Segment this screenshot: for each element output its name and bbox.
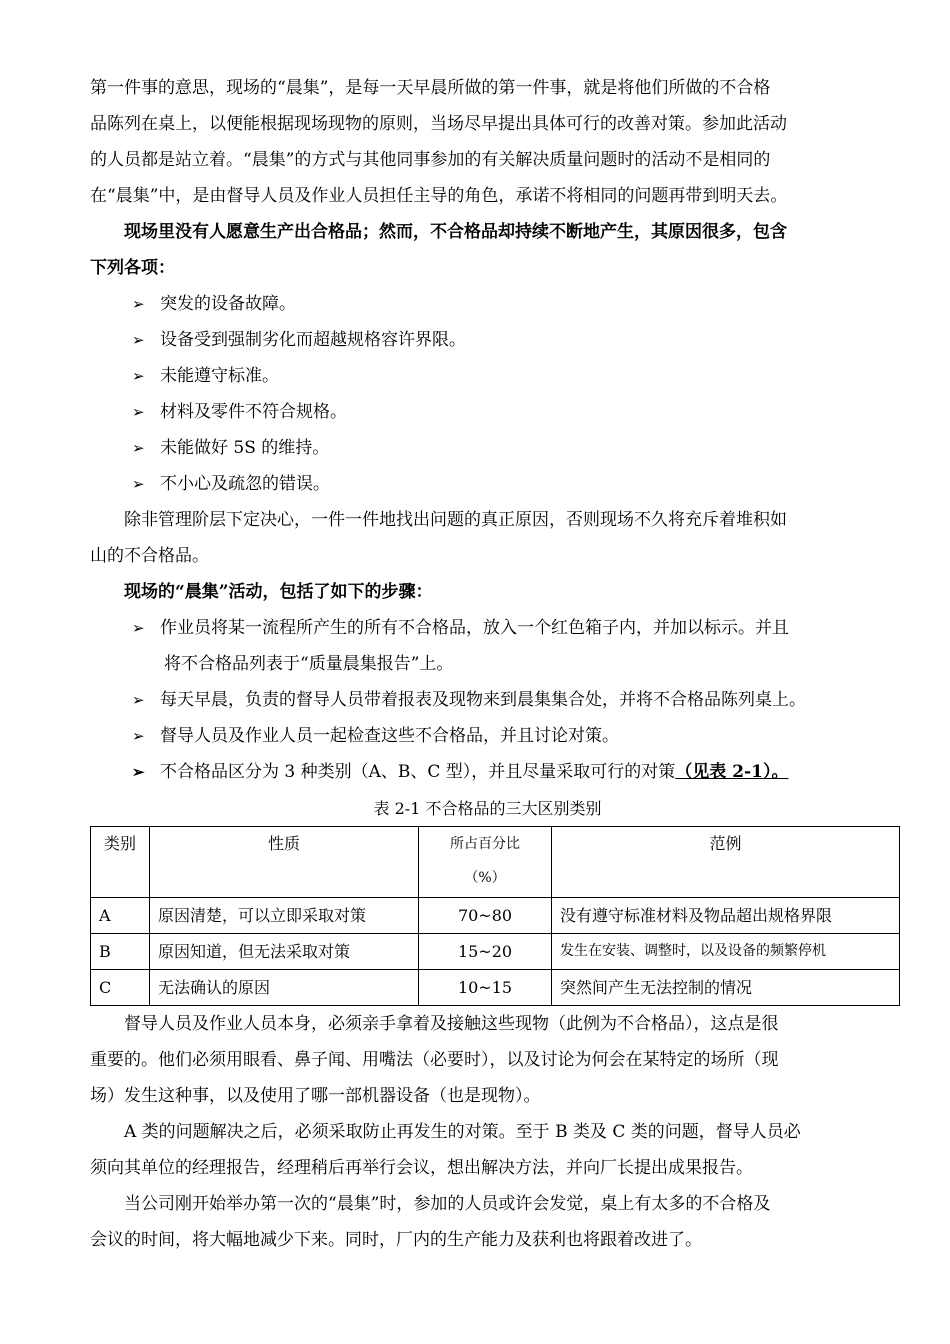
text-line: 山的不合格品。 (90, 546, 209, 566)
paragraph-category-followup (90, 1114, 885, 1186)
cell-nature: 原因清楚，可以立即采取对策 (150, 898, 419, 934)
heading-defect-causes (90, 214, 885, 286)
table-row (91, 898, 900, 934)
list-item-text: 督导人员及作业人员一起检查这些不合格品，并且讨论对策。 (160, 726, 619, 746)
arrowhead-bullet-icon: ➢ (132, 475, 145, 493)
defect-category-table (90, 826, 900, 1006)
paragraph-handle-actual-items (90, 1006, 885, 1114)
document-page (90, 70, 885, 1258)
cell-percentage: 10~15 (419, 970, 552, 1006)
list-item (90, 754, 885, 790)
cell-nature: 原因知道，但无法采取对策 (150, 934, 419, 970)
arrowhead-bullet-icon: ➢ (132, 295, 145, 313)
list-item (90, 394, 885, 430)
text-line: 在“晨集”中，是由督导人员及作业人员担任主导的角色，承诺不将相同的问题再带到明天去。 (90, 186, 788, 206)
arrowhead-bullet-icon: ➢ (132, 763, 145, 781)
cell-example: 没有遵守标准材料及物品超出规格界限 (552, 898, 900, 934)
paragraph-morning-meeting-intro (90, 70, 885, 214)
list-item-text: 作业员将某一流程所产生的所有不合格品，放入一个红色箱子内，并加以标示。并且 (160, 618, 789, 638)
cell-type: A (91, 898, 150, 934)
list-item (90, 466, 885, 502)
arrowhead-bullet-icon: ➢ (132, 331, 145, 349)
steps-list (90, 610, 885, 790)
arrowhead-bullet-icon: ➢ (132, 727, 145, 745)
text-line: A 类的问题解决之后，必须采取防止再发生的对策。至于 B 类及 C 类的问题，督导人员必 (124, 1122, 801, 1142)
cell-example: 发生在安装、调整时，以及设备的频繁停机 (552, 934, 900, 970)
arrowhead-bullet-icon: ➢ (132, 439, 145, 457)
column-header-nature: 性质 (150, 827, 419, 898)
table-reference-link[interactable]: （见表 2-1）。 (675, 762, 789, 782)
list-item-text: 未能遵守标准。 (160, 366, 279, 386)
text-line: 督导人员及作业人员本身，必须亲手拿着及接触这些现物（此例为不合格品），这点是很 (124, 1014, 779, 1034)
list-item (90, 610, 885, 646)
text-line: 品陈列在桌上，以便能根据现场现物的原则，当场尽早提出具体可行的改善对策。参加此活动 (90, 114, 787, 134)
list-item-text: 突发的设备故障。 (160, 294, 296, 314)
column-header-percentage-line2: （%） (464, 870, 506, 886)
text-line: 当公司刚开始举办第一次的“晨集”时，参加的人员或许会发觉，桌上有太多的不合格及 (124, 1194, 771, 1214)
table-caption: 表 2-1 不合格品的三大区别类别 (373, 799, 602, 818)
arrowhead-bullet-icon: ➢ (132, 691, 145, 709)
text-line: 须向其单位的经理报告，经理稍后再举行会议，想出解决方法，并向厂长提出成果报告。 (90, 1158, 753, 1178)
column-header-percentage (419, 827, 552, 898)
text-line: 现场里没有人愿意生产出合格品；然而，不合格品却持续不断地产生，其原因很多，包含 (124, 222, 787, 242)
paragraph-management-resolve (90, 502, 885, 574)
text-line: 第一件事的意思，现场的“晨集”，是每一天早晨所做的第一件事，就是将他们所做的不合格 (90, 78, 771, 98)
arrowhead-bullet-icon: ➢ (132, 403, 145, 421)
text-line: 场）发生这种事，以及使用了哪一部机器设备（也是现物）。 (90, 1086, 541, 1106)
column-header-type: 类别 (91, 827, 150, 898)
text-line: 重要的。他们必须用眼看、鼻子闻、用嘴法（必要时），以及讨论为何会在某特定的场所（现 (90, 1050, 779, 1070)
cell-type: B (91, 934, 150, 970)
list-item (90, 286, 885, 322)
text-line: 下列各项： (90, 258, 175, 278)
list-item (90, 718, 885, 754)
text-line: 会议的时间，将大幅地减少下来。同时，厂内的生产能力及获利也将跟着改进了。 (90, 1230, 702, 1250)
list-item-text: 设备受到强制劣化而超越规格容许界限。 (160, 330, 466, 350)
list-item-text: 不小心及疏忽的错误。 (160, 474, 330, 494)
list-item-continuation: 将不合格品列表于“质量晨集报告”上。 (164, 654, 454, 674)
list-item (90, 430, 885, 466)
list-item-text: 未能做好 5S 的维持。 (160, 438, 330, 458)
column-header-percentage-line1: 所占百分比 (450, 836, 520, 852)
cell-nature: 无法确认的原因 (150, 970, 419, 1006)
paragraph-first-meeting (90, 1186, 885, 1258)
causes-list (90, 286, 885, 502)
table-row (91, 970, 900, 1006)
list-item (90, 682, 885, 718)
list-item-text: 材料及零件不符合规格。 (160, 402, 347, 422)
list-item-text: 每天早晨，负责的督导人员带着报表及现物来到晨集集合处，并将不合格品陈列桌上。 (160, 690, 806, 710)
cell-type: C (91, 970, 150, 1006)
list-item (90, 322, 885, 358)
cell-percentage: 15~20 (419, 934, 552, 970)
column-header-example: 范例 (552, 827, 900, 898)
text-line: 的人员都是站立着。“晨集”的方式与其他同事参加的有关解决质量问题时的活动不是相同的 (90, 150, 771, 170)
table-header-row (91, 827, 900, 898)
heading-meeting-steps: 现场的“晨集”活动，包括了如下的步骤： (124, 582, 433, 602)
table-row (91, 934, 900, 970)
arrowhead-bullet-icon: ➢ (132, 367, 145, 385)
text-line: 除非管理阶层下定决心，一件一件地找出问题的真正原因，否则现场不久将充斥着堆积如 (124, 510, 787, 530)
list-item-text: 不合格品区分为 3 种类别（A、B、C 型），并且尽量采取可行的对策 (160, 762, 676, 782)
cell-percentage: 70~80 (419, 898, 552, 934)
list-item (90, 358, 885, 394)
arrowhead-bullet-icon: ➢ (132, 619, 145, 637)
cell-example: 突然间产生无法控制的情况 (552, 970, 900, 1006)
